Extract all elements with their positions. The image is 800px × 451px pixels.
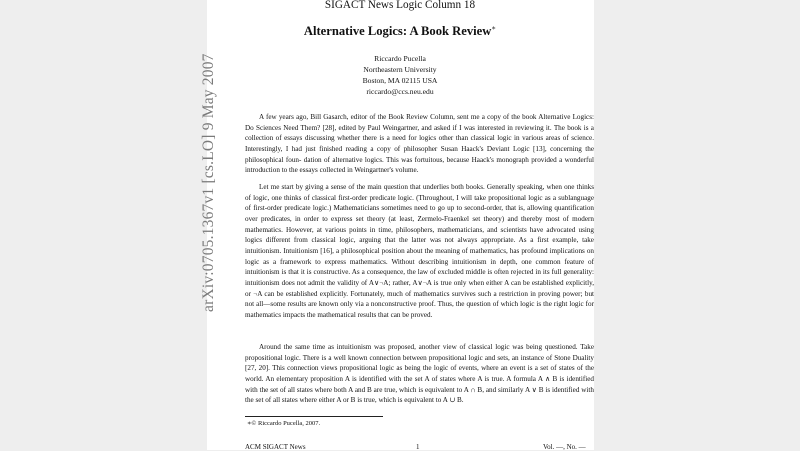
body-paragraph-1 xyxy=(245,112,594,176)
author-name: Riccardo Pucella xyxy=(374,54,426,63)
line: using logics different from classical logic, arguing that the latter was not always appropriate. As a xyxy=(245,225,594,245)
copyright-footnote: ∗© Riccardo Pucella, 2007. xyxy=(247,420,321,427)
line: the logic of events, where an event is a set of states of the world. An elementary proposition A xyxy=(245,364,594,383)
line: is identified with the set of all states where either A or B is true, which is equivalent to A ∪ B. xyxy=(245,385,594,405)
arxiv-stamp: arXiv:0705.1367v1 [cs.LO] 9 May 2007 xyxy=(200,53,217,312)
author-address: Boston, MA 02115 USA xyxy=(362,76,438,85)
title-footnote-mark: ∗ xyxy=(491,24,497,32)
line: or ¬A can be established explicitly. Fortunately, much of mathematics survives such a restriction xyxy=(245,289,528,298)
line: interested in reviewing it. The book is a collection of essays discussing whether there is a need xyxy=(245,123,594,143)
line: mathematics, has profound implications on logic as a framework to express mathematics. Without xyxy=(245,246,594,266)
line: Alternative Logics: Do Sciences Need Them? [28], edited by Paul Weingartner, and asked if I was xyxy=(245,113,594,132)
line: for logics other than classical logic in various areas of science. Interestingly, I had just finished xyxy=(245,134,594,153)
paragraph-1-text xyxy=(245,112,594,176)
line: questioned. Take propositional logic. There is a well known connection between propositional logic xyxy=(245,343,594,362)
line: and sets, an instance of Stone Duality [27, 20]. This connection views propositional logic as being xyxy=(245,353,594,373)
line: sometimes need to go up to second-order, that is, allowing quantification over predicates, in order to xyxy=(245,204,595,223)
line: can be proved. xyxy=(390,310,433,319)
author-affiliation: Northeastern University xyxy=(363,65,437,74)
line: is identified with the set A of states where A is true. A formula A ∧ B is identified with the set xyxy=(245,374,594,394)
line: dation of alternative logics. This was fortuitous, because Haack's monograph provided a wonderful xyxy=(303,155,594,164)
footer-journal: ACM SIGACT News xyxy=(245,443,306,451)
line: admit the validity of A∨¬A; rather, A∨¬A is true only when either A can be established explicitly, xyxy=(308,278,594,287)
running-header: SIGACT News Logic Column 18 xyxy=(324,0,476,11)
line: express set theory (at least, Zermelo-Fraenkel set theory) and thereby most of modern mathematics. xyxy=(245,214,594,234)
line: Around the same time as intuitionism was proposed, another view of classical logic was being xyxy=(259,343,543,351)
author-email: riccardo@ccs.neu.edu xyxy=(366,87,434,96)
line: speaking, when one thinks of logic, one thinks of classical first-order predicate logic. (Throughout, xyxy=(245,183,594,202)
line: consequence, the law of excluded middle is often rejected in its full generality: intuitionism does not xyxy=(245,268,594,287)
line: A few years ago, Bill Gasarch, editor of the Book Review Column, sent me a copy of the book xyxy=(259,113,537,121)
line: introduction to the essays collected in Weingartner's volume. xyxy=(245,166,419,175)
footer-page-number: 1 xyxy=(416,443,420,451)
paper-title xyxy=(0,24,800,39)
body-paragraph-2 xyxy=(245,182,594,321)
line: I will take propositional logic as a sublanguage of first-order predicate logic.) Mathematicians xyxy=(245,193,594,213)
paragraph-3-text xyxy=(245,342,594,406)
line: in proving power; but not all—some results are known only via a nonconstructive proof. Thus, the xyxy=(245,289,594,309)
footnote-rule xyxy=(245,416,383,417)
line: describing intuitionism in depth, one common feature of intuitionism is that it is constructive. As a xyxy=(245,257,595,277)
paper-title-text: Alternative Logics: A Book Review xyxy=(303,24,492,39)
body-paragraph-3 xyxy=(245,342,594,406)
line: of all states where both A and B are true, which is equivalent to A ∩ B, and similarly A ∨ B xyxy=(280,385,544,394)
line: first example, take intuitionism. Intuitionism [16], a philosophical position about the meaning of xyxy=(245,236,594,255)
paragraph-2-text xyxy=(245,182,594,321)
line: reading a copy of philosopher Susan Haack's Deviant Logic [13], concerning the philosophical foun- xyxy=(245,144,594,164)
line: However, at various points in time, philosophers, mathematicians, and scientists have advocated xyxy=(286,225,576,234)
line: Let me start by giving a sense of the main question that underlies both books. Generally xyxy=(259,183,516,191)
footer-volume: Vol. —, No. — xyxy=(543,443,586,451)
line: question of which logic is the right logic for mathematics impacts the mathematical results that xyxy=(245,300,594,319)
